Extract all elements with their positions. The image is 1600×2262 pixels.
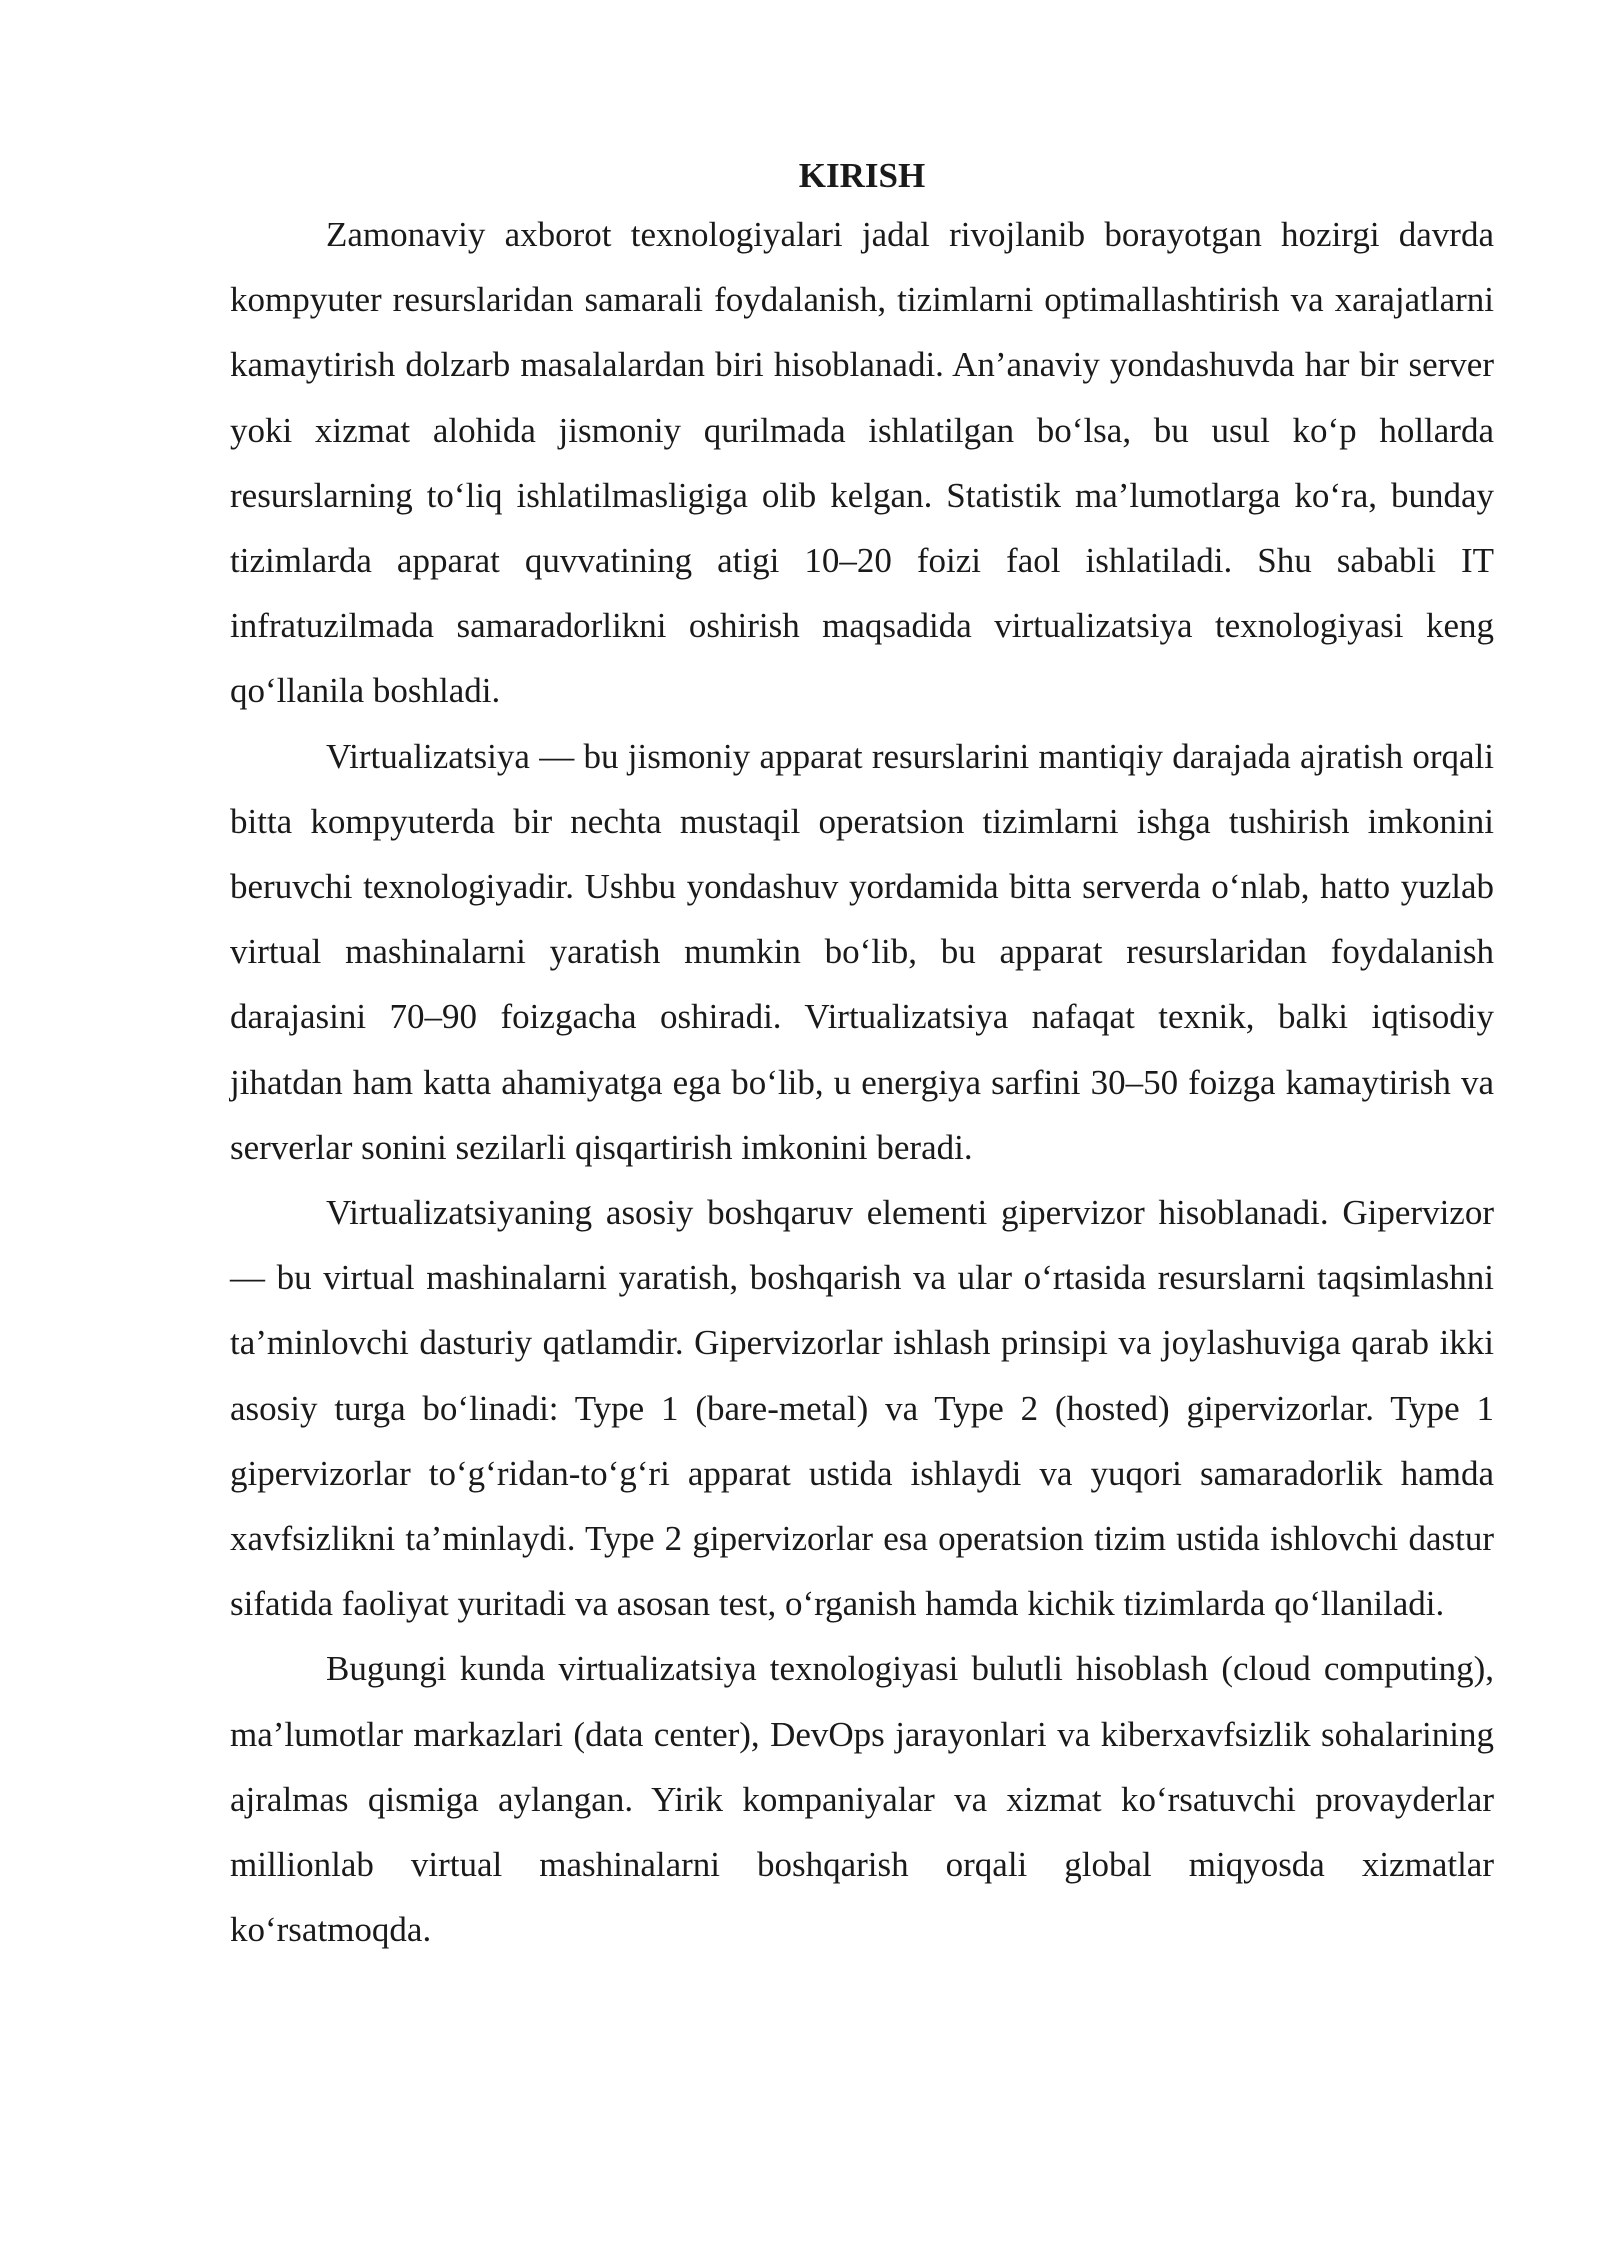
paragraph-virtualization-definition: Virtualizatsiya — bu jismoniy apparat resurslarini mantiqiy darajada ajratish orqali bitta kompyuterda bir nechta mustaqil operatsion tizimlarni ishga tushirish imkonini beruvchi texnologiyadir. Ushbu yondashuv yordamida bitta serverda o‘nlab, hatto yuzlab virtual mashinalarni yaratish mumkin bo‘lib, bu apparat resurslaridan foydalanish darajasini 70–90 foizgacha oshiradi. Virtualizatsiya nafaqat texnik, balki iqtisodiy jihatdan ham katta ahamiyatga ega bo‘lib, u energiya sarfini 30–50 foizga kamaytirish va serverlar sonini sezilarli qisqartirish imkonini beradi. [230,736,1494,1167]
document-body [230,150,1494,1962]
page-title: KIRISH [798,156,926,195]
paragraph-applications: Bugungi kunda virtualizatsiya texnologiyasi bulutli hisoblash (cloud computing), ma’lumotlar markazlari (data center), DevOps jarayonlari va kiberxavfsizlik sohalarining ajralmas qismiga aylangan. Yirik kompaniyalar va xizmat ko‘rsatuvchi provayderlar millionlab virtual mashinalarni boshqarish orqali global miqyosda xizmatlar ko‘rsatmoqda. [230,1649,1494,1950]
paragraph-intro: Zamonaviy axborot texnologiyalari jadal rivojlanib borayotgan hozirgi davrda kompyuter resurslaridan samarali foydalanish, tizimlarni optimallashtirish va xarajatlarni kamaytirish dolzarb masalalardan biri hisoblanadi. An’anaviy yondashuvda har bir server yoki xizmat alohida jismoniy qurilmada ishlatilgan bo‘lsa, bu usul ko‘p hollarda resurslarning to‘liq ishlatilmasligiga olib kelgan. Statistik ma’lumotlarga ko‘ra, bunday tizimlarda apparat quvvatining atigi 10–20 foizi faol ishlatiladi. Shu sababli IT infratuzilmada samaradorlikni oshirish maqsadida virtualizatsiya texnologiyasi keng qo‘llanila boshladi. [230,215,1494,711]
paragraph-hypervisor: Virtualizatsiyaning asosiy boshqaruv elementi gipervizor hisoblanadi. Gipervizor — bu virtual mashinalarni yaratish, boshqarish va ular o‘rtasida resurslarni taqsimlashni ta’minlovchi dasturiy qatlamdir. Gipervizorlar ishlash prinsipi va joylashuviga qarab ikki asosiy turga bo‘linadi: Type 1 (bare-metal) va Type 2 (hosted) gipervizorlar. Type 1 gipervizorlar to‘g‘ridan-to‘g‘ri apparat ustida ishlaydi va yuqori samaradorlik hamda xavfsizlikni ta’minlaydi. Type 2 gipervizorlar esa operatsion tizim ustida ishlovchi dastur sifatida faoliyat yuritadi va asosan test, o‘rganish hamda kichik tizimlarda qo‘llaniladi. [230,1193,1494,1624]
